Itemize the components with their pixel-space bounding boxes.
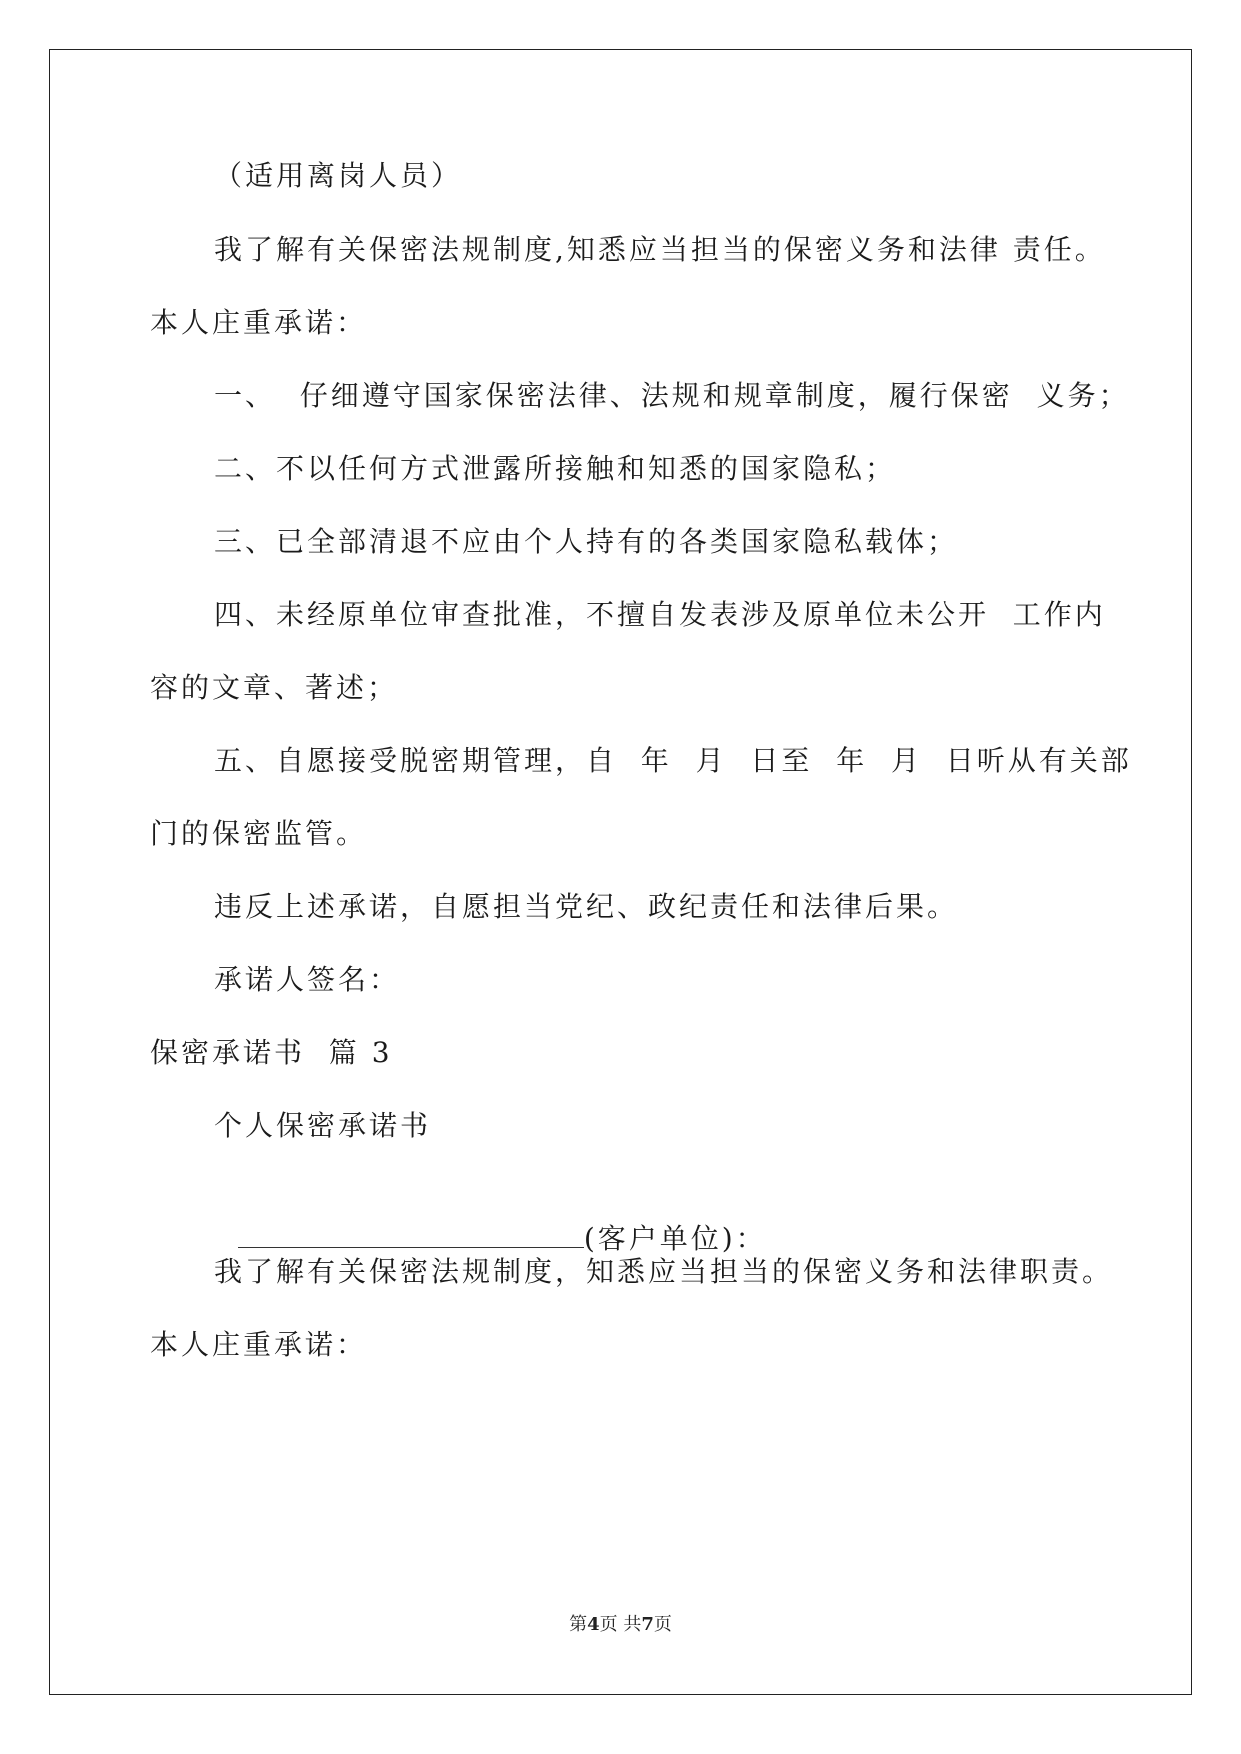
total-pages: 7 [641, 1614, 654, 1635]
section-title: 保密承诺书 篇 3 [150, 1036, 393, 1069]
paragraph-line: 三、已全部清退不应由个人持有的各类国家隐私载体； [214, 525, 959, 558]
paragraph-line: 违反上述承诺，自愿担当党纪、政纪责任和法律后果。 [214, 890, 959, 923]
client-label: (客户单位)： [583, 1222, 767, 1255]
current-page: 4 [587, 1614, 600, 1635]
document-title: 个人保密承诺书 [214, 1109, 432, 1142]
paragraph-line: 本人庄重承诺： [150, 1328, 368, 1361]
paragraph-line: 我了解有关保密法规制度,知悉应当担当的保密义务和法律 责任。 [214, 233, 1106, 266]
page-footer: 第4页 共7页 [569, 1614, 672, 1635]
client-line [214, 1179, 767, 1259]
paragraph-line: 四、未经原单位审查批准，不擅自发表涉及原单位未公开 工作内 [214, 598, 1106, 631]
blank-underline [238, 1221, 584, 1248]
paragraph-line: 五、自愿接受脱密期管理，自 年 月 日至 年 月 日听从有关部 [214, 744, 1132, 777]
paragraph-line: 门的保密监管。 [150, 817, 368, 850]
paragraph-line: 本人庄重承诺： [150, 306, 368, 339]
paragraph-line: 二、不以任何方式泄露所接触和知悉的国家隐私； [214, 452, 897, 485]
paragraph-line: 我了解有关保密法规制度，知悉应当担当的保密义务和法律职责。 [214, 1255, 1114, 1288]
paragraph-line: 一、 仔细遵守国家保密法律、法规和规章制度，履行保密 义务； [214, 379, 1130, 412]
signature-label: 承诺人签名： [214, 963, 401, 996]
heading-applicable: （适用离岗人员） [214, 159, 463, 192]
page-border [49, 49, 1192, 1695]
paragraph-line: 容的文章、著述； [150, 671, 399, 704]
